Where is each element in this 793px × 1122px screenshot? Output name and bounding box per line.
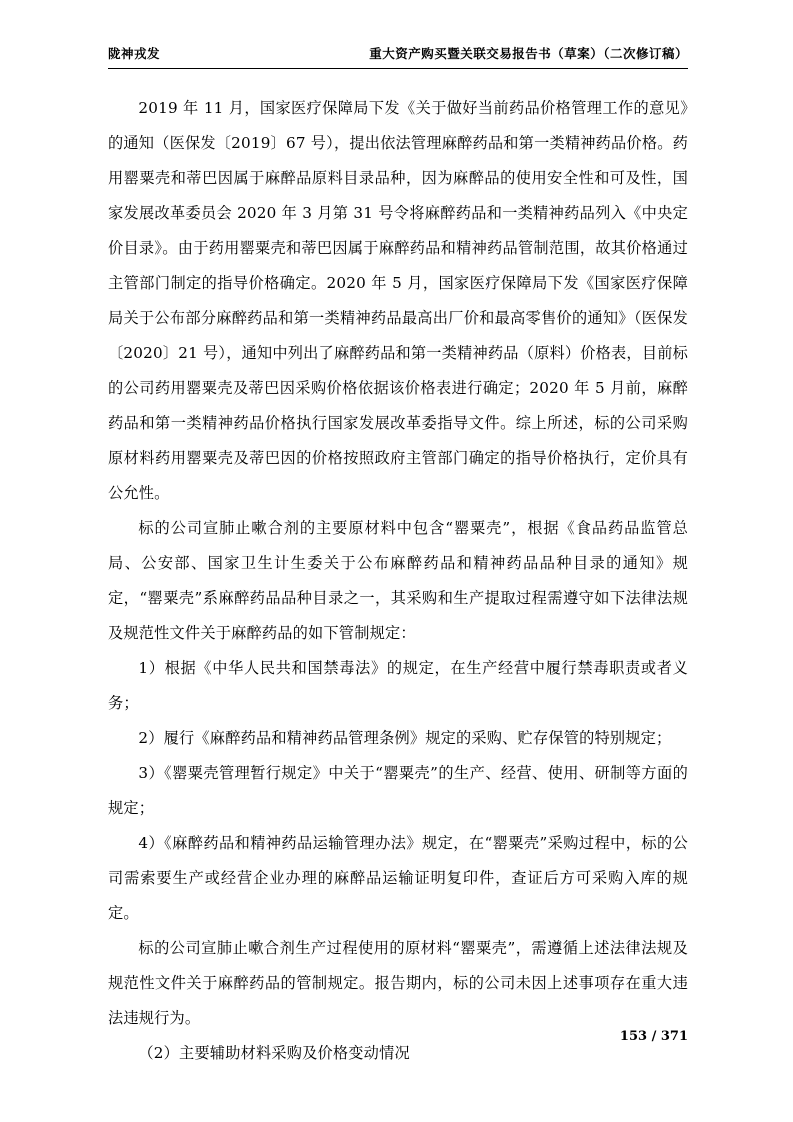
header-document-title: 重大资产购买暨关联交易报告书（草案）（二次修订稿） — [369, 46, 688, 61]
paragraph-2: 标的公司宣肺止嗽合剂的主要原材料中包含“罂粟壳”，根据《食品药品监管总局、公安部、国家卫生计生委关于公布麻醉药品和精神药品品种目录的通知》规定，“罂粟壳”系麻醉药品品种目录之一，其采购和生产提取过程需遵守如下法律法规及规范性文件关于麻醉药品的如下管制规定： — [108, 519, 688, 642]
paragraph-8: （2）主要辅助材料采购及价格变动情况 — [138, 1044, 410, 1062]
header-divider — [108, 68, 688, 69]
page-header — [108, 44, 688, 67]
page-number: 153 / 371 — [619, 1029, 688, 1044]
paragraph-7: 标的公司宣肺止嗽合剂生产过程使用的原材料“罂粟壳”，需遵循上述法律法规及规范性文件关于麻醉药品的管制规定。报告期内，标的公司未因上述事项存在重大违法违规行为。 — [108, 939, 688, 1027]
page-content — [108, 44, 688, 1071]
paragraph-6: 4）《麻醉药品和精神药品运输管理办法》规定，在“罂粟壳”采购过程中，标的公司需索要生产或经营企业办理的麻醉品运输证明复印件，查证后方可采购入库的规定。 — [108, 834, 688, 922]
body-text — [108, 91, 688, 1071]
paragraph-5: 3）《罂粟壳管理暂行规定》中关于“罂粟壳”的生产、经营、使用、研制等方面的规定； — [108, 764, 688, 817]
header-company-name: 陇神戎发 — [108, 46, 161, 61]
paragraph-3: 1）根据《中华人民共和国禁毒法》的规定，在生产经营中履行禁毒职责或者义务； — [108, 659, 688, 712]
paragraph-1: 2019 年 11 月，国家医疗保障局下发《关于做好当前药品价格管理工作的意见》的通知（医保发〔2019〕67 号），提出依法管理麻醉药品和第一类精神药品价格。药用罂粟壳和蒂巴因属于麻醉品原料目录品种，因为麻醉品的使用安全性和可及性，国家发展改革委员会 2020 年 3 月第 31 号令将麻醉药品和一类精神药品列入《中央定价目录》。由于药用罂粟壳和蒂巴因属于麻醉药品和精神药品管制范围，故其价格通过主管部门制定的指导价格确定。2020 年 5 月，国家医疗保障局下发《国家医疗保障局关于公布部分麻醉药品和第一类精神药品最高出厂价和最高零售价的通知》（医保发〔2020〕21 号），通知中列出了麻醉药品和第一类精神药品（原料）价格表，目前标的公司药用罂粟壳及蒂巴因采购价格依据该价格表进行确定；2020 年 5 月前，麻醉药品和第一类精神药品价格执行国家发展改革委指导文件。综上所述，标的公司采购原材料药用罂粟壳及蒂巴因的价格按照政府主管部门确定的指导价格执行，定价具有公允性。 — [108, 99, 688, 502]
paragraph-4: 2）履行《麻醉药品和精神药品管理条例》规定的采购、贮存保管的特别规定； — [138, 729, 672, 747]
